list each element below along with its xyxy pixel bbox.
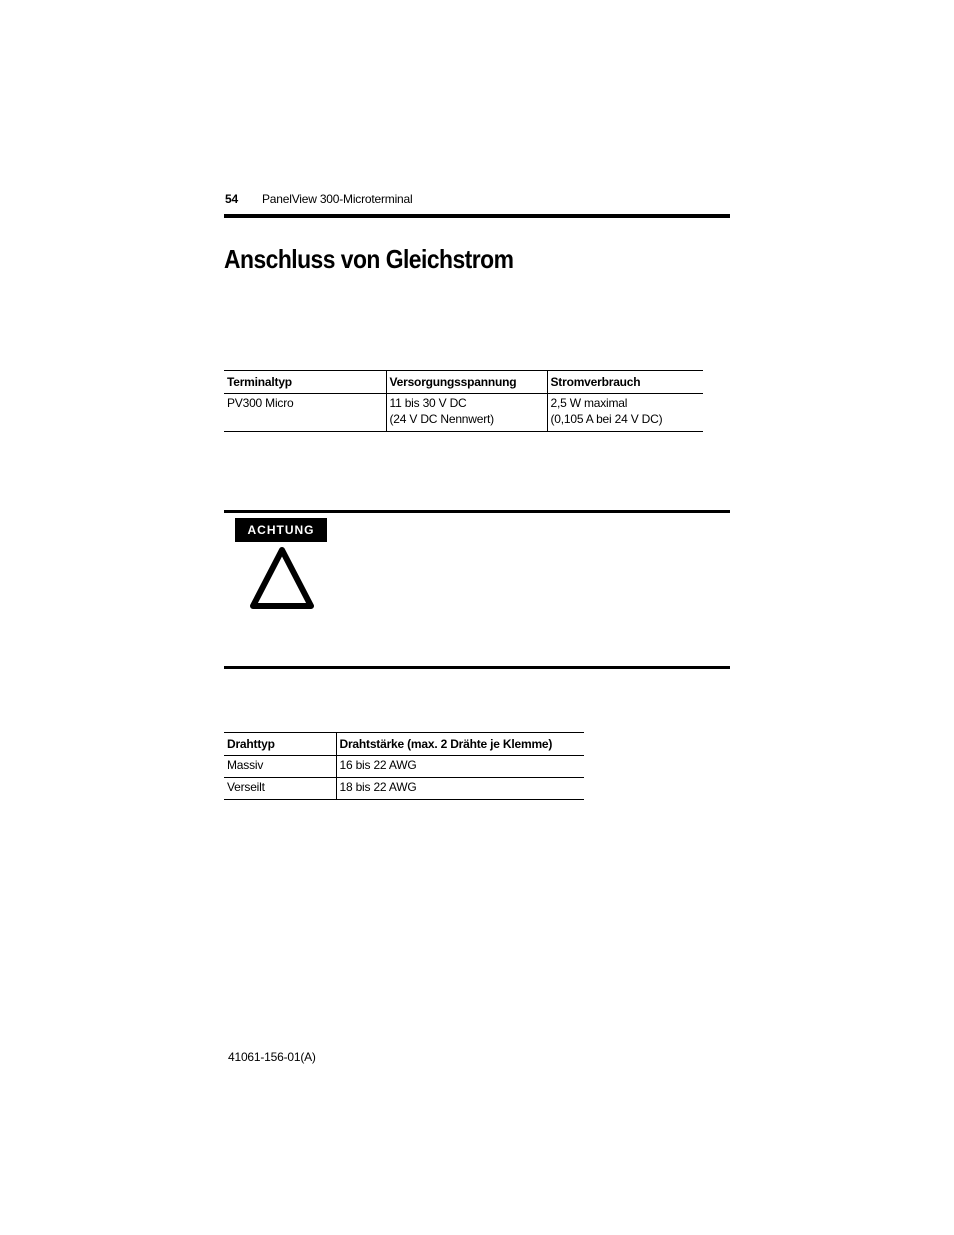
table-row	[224, 778, 584, 800]
header-rule	[224, 214, 730, 218]
cell-supply-voltage	[386, 394, 547, 432]
power-spec-table	[224, 370, 703, 432]
column-header-wire-gauge: Drahtstärke (max. 2 Drähte je Klemme)	[336, 733, 584, 756]
voltage-range: 11 bis 30 V DC	[389, 396, 467, 410]
cell-wire-gauge: 16 bis 22 AWG	[336, 756, 584, 778]
page-number: 54	[225, 192, 238, 206]
table-header-row	[224, 371, 703, 394]
consumption-max: 2,5 W maximal	[550, 396, 628, 410]
cell-power-consumption	[547, 394, 703, 432]
table-header-row	[224, 733, 584, 756]
column-header-terminal-type: Terminaltyp	[224, 371, 386, 394]
cell-wire-type: Massiv	[224, 756, 336, 778]
attention-top-rule	[224, 510, 730, 513]
table-row	[224, 756, 584, 778]
cell-wire-type: Verseilt	[224, 778, 336, 800]
cell-wire-gauge: 18 bis 22 AWG	[336, 778, 584, 800]
column-header-wire-type: Drahttyp	[224, 733, 336, 756]
cell-terminal-type: PV300 Micro	[224, 394, 386, 432]
column-header-supply-voltage: Versorgungsspannung	[386, 371, 547, 394]
consumption-current: (0,105 A bei 24 V DC)	[550, 412, 663, 426]
warning-triangle-icon	[248, 544, 316, 612]
page-header	[225, 192, 412, 206]
attention-label: ACHTUNG	[235, 518, 327, 542]
document-number: 41061-156-01(A)	[228, 1050, 316, 1064]
attention-bottom-rule	[224, 666, 730, 669]
table-row	[224, 394, 703, 432]
column-header-power-consumption: Stromverbrauch	[547, 371, 703, 394]
voltage-nominal: (24 V DC Nennwert)	[389, 412, 494, 426]
header-title: PanelView 300-Microterminal	[262, 192, 413, 206]
wire-spec-table	[224, 732, 584, 800]
section-title: Anschluss von Gleichstrom	[224, 244, 514, 274]
